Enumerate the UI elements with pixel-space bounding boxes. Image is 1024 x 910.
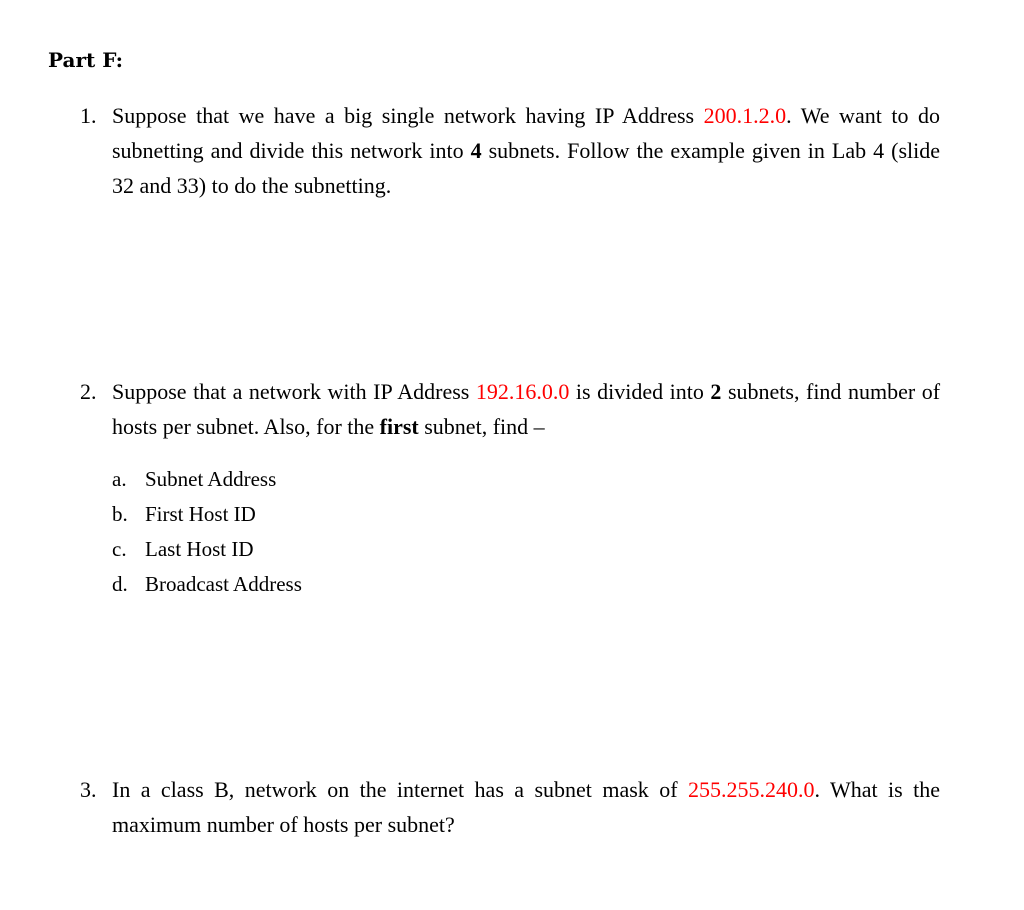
sub-question-label: Broadcast Address xyxy=(145,572,302,596)
sub-question-letter: b. xyxy=(112,502,128,526)
section-heading: Part F: xyxy=(48,48,124,72)
question-text-segment: subnets, find number of hosts per subnet. Also, for the xyxy=(112,379,941,439)
question-number: 1. xyxy=(80,103,97,128)
question-3 xyxy=(80,772,940,842)
subnet-count: 2 xyxy=(710,379,722,404)
ip-address-highlight: 192.16.0.0 xyxy=(475,379,570,404)
subnet-mask-highlight: 255.255.240.0 xyxy=(687,777,815,802)
sub-question-letter: a. xyxy=(112,467,127,491)
sub-question-item xyxy=(112,532,302,567)
question-number: 3. xyxy=(80,777,97,802)
sub-question-label: Last Host ID xyxy=(145,537,254,561)
question-2 xyxy=(80,374,940,444)
subnet-count: 4 xyxy=(470,138,482,163)
emphasis-first: first xyxy=(379,414,419,439)
sub-question-item xyxy=(112,462,302,497)
sub-question-label: First Host ID xyxy=(145,502,256,526)
sub-question-item xyxy=(112,567,302,602)
question-number: 2. xyxy=(80,379,97,404)
sub-question-list xyxy=(112,462,302,602)
question-text-segment: . What is the maximum number of hosts per subnet? xyxy=(112,777,941,837)
sub-question-label: Subnet Address xyxy=(145,467,277,491)
question-text-segment: subnets. Follow the example given in Lab 4 (slide 32 and 33) to do the subnetting. xyxy=(112,138,941,198)
question-text-segment: In a class B, network on the internet has a subnet mask of xyxy=(112,777,688,802)
question-text xyxy=(112,98,940,203)
sub-question-letter: d. xyxy=(112,572,128,596)
ip-address-highlight: 200.1.2.0 xyxy=(703,103,787,128)
question-1 xyxy=(80,98,940,203)
question-text-segment: Suppose that we have a big single network having IP Address xyxy=(112,103,704,128)
question-text-segment: . We want to do subnetting and divide this network into xyxy=(112,103,941,163)
question-text-segment: is divided into xyxy=(569,379,711,404)
question-text-segment: subnet, find – xyxy=(418,414,545,439)
question-text xyxy=(112,772,940,842)
sub-question-item xyxy=(112,497,302,532)
question-text-segment: Suppose that a network with IP Address xyxy=(112,379,476,404)
question-text xyxy=(112,374,940,444)
sub-question-letter: c. xyxy=(112,537,127,561)
